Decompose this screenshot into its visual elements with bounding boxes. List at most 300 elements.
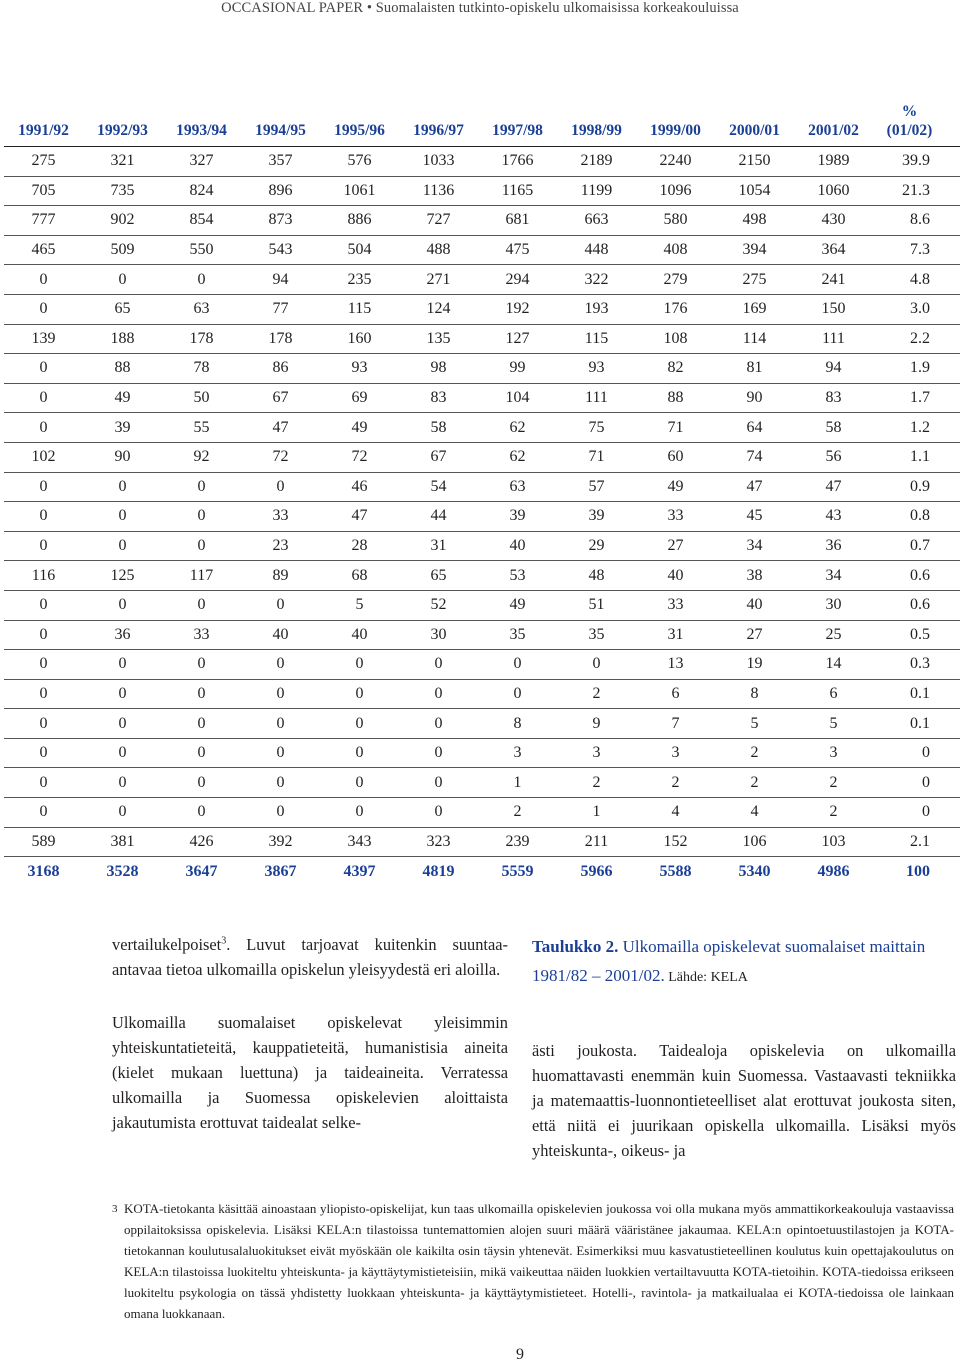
table-cell: 0: [320, 650, 399, 680]
table-cell: 681: [478, 206, 557, 236]
table-cell: 2: [715, 768, 794, 798]
table-cell: 64: [715, 413, 794, 443]
statistics-table-wrapper: [4, 96, 960, 887]
percent-cell: 0.5: [873, 620, 960, 650]
table-cell: 0: [399, 768, 478, 798]
table-cell: 83: [399, 383, 478, 413]
table-cell: 0: [320, 709, 399, 739]
table-cell: 0: [162, 502, 241, 532]
table-cell: 111: [794, 324, 873, 354]
table-cell: 357: [241, 147, 320, 177]
table-cell: 188: [83, 324, 162, 354]
table-cell: 0: [4, 383, 83, 413]
table-cell: 5: [794, 709, 873, 739]
table-cell: 0: [241, 709, 320, 739]
right-paragraph-1: ästi joukosta. Taidealoja opiskelevia on ulkomailla huomattavasti enemmän kuin Suomessa. Vastaavasti tekniikka ja matemaattis-luonnontieteelliset alat erottuvat joukosta siten, että niitä ei juurikaan opiskella ulkomailla. Lisäksi myös yhteiskunta-, oikeus- ja: [532, 1041, 956, 1160]
percent-cell: 21.3: [873, 176, 960, 206]
table-cell: 103: [794, 827, 873, 857]
table-cell: 94: [241, 265, 320, 295]
table-cell: 343: [320, 827, 399, 857]
table-cell: 498: [715, 206, 794, 236]
percent-cell: 1.9: [873, 354, 960, 384]
table-caption-source: Lähde: KELA: [664, 970, 748, 985]
footnote-reference: 3: [221, 935, 227, 947]
table-cell: 0: [162, 590, 241, 620]
left-text-column: [112, 932, 508, 1135]
table-cell: 0: [241, 650, 320, 680]
table-cell: 0: [83, 650, 162, 680]
table-cell: 88: [636, 383, 715, 413]
table-cell: 62: [478, 442, 557, 472]
table-row: [4, 768, 960, 798]
table-cell: 1061: [320, 176, 399, 206]
table-cell: 705: [4, 176, 83, 206]
table-cell: 0: [83, 738, 162, 768]
percent-cell: 1.1: [873, 442, 960, 472]
table-cell: 735: [83, 176, 162, 206]
table-cell: 30: [399, 620, 478, 650]
table-row: [4, 620, 960, 650]
table-cell: 0: [4, 502, 83, 532]
table-cell: 49: [478, 590, 557, 620]
table-cell: 0: [162, 650, 241, 680]
footnote-text: KOTA-tietokanta käsittää ainoastaan yliopisto-opiskelijat, kun taas ulkomailla opiskelevien joukossa voi olla mukana myös ammattikorkeakouluja vastaavissa oppilaitoksissa opiskelevia. Lisäksi KELA:n tilastoissa tuntemattomien alojen suuri määrä vääristänee jakaumaa. KELA:n opintoetuustilastojen ja KOTA-tietokannan koulutusalaluokitukset eivät myöskään ole kaikilta osin täysin yhtenevät. Esimerkiksi muu kasvatustieteellinen koulutus kuin opettajakoulutus on KELA:n tilastoissa luokiteltu yhteiskunta- ja käyttäytymistieteisiin, mikä vaikeuttaa näiden luokkien vertailtavuutta KOTA-tietoihin. KOTA-tiedoissa erikseen luokiteltu psykologia on tässä yhdistetty luokkaan yhteiskunta- ja käyttäytymistieteet. Hotelli-, ravintola- ja matkailualaa ei KOTA-tiedoissa ole lainkaan omana luokkanaan.: [124, 1201, 954, 1321]
table-cell: 92: [162, 442, 241, 472]
total-cell: 5588: [659, 863, 692, 881]
table-cell: 35: [557, 620, 636, 650]
table-cell: 93: [320, 354, 399, 384]
table-cell: 4: [715, 798, 794, 828]
table-cell: 40: [478, 531, 557, 561]
table-row: [4, 827, 960, 857]
table-cell: 36: [83, 620, 162, 650]
table-row: [4, 472, 960, 502]
table-cell: 1165: [478, 176, 557, 206]
table-row: [4, 738, 960, 768]
table-cell: 0: [241, 768, 320, 798]
percent-cell: 1.2: [873, 413, 960, 443]
table-cell: 77: [241, 294, 320, 324]
table-cell: 28: [320, 531, 399, 561]
table-cell: 0: [241, 472, 320, 502]
table-cell: 0: [162, 265, 241, 295]
column-header: 1991/92: [4, 96, 83, 147]
table-cell: 169: [715, 294, 794, 324]
left-paragraph-1-rest: . Luvut tarjoavat kuitenkin suuntaa-antavaa tietoa ulkomailla opiskelun yleisyydestä eri aloilla.: [112, 935, 508, 979]
table-cell: 235: [320, 265, 399, 295]
percent-cell: 2.2: [873, 324, 960, 354]
table-cell: 72: [320, 442, 399, 472]
table-cell: 7: [636, 709, 715, 739]
total-cell: 4819: [422, 863, 455, 881]
table-cell: 46: [320, 472, 399, 502]
table-cell: 102: [4, 442, 83, 472]
table-header-row: [4, 96, 960, 147]
page-number: 9: [516, 1346, 524, 1363]
percent-column-header: [873, 96, 960, 147]
percent-cell: 2.1: [873, 827, 960, 857]
percent-cell: 0.6: [873, 561, 960, 591]
table-cell: 33: [241, 502, 320, 532]
table-cell: 125: [83, 561, 162, 591]
table-cell: 381: [83, 827, 162, 857]
percent-cell: 3.0: [873, 294, 960, 324]
table-cell: 36: [794, 531, 873, 561]
table-cell: 53: [478, 561, 557, 591]
table-cell: 241: [794, 265, 873, 295]
table-cell: 2189: [557, 147, 636, 177]
table-cell: 0: [83, 768, 162, 798]
table-cell: 49: [636, 472, 715, 502]
table-cell: 0: [241, 798, 320, 828]
table-cell: 2150: [715, 147, 794, 177]
table-row: [4, 561, 960, 591]
table-cell: 0: [557, 650, 636, 680]
percent-year: (01/02): [886, 122, 933, 139]
total-cell: 3528: [106, 863, 139, 881]
table-cell: 873: [241, 206, 320, 236]
table-cell: 108: [636, 324, 715, 354]
table-cell: 3: [557, 738, 636, 768]
table-row: [4, 413, 960, 443]
table-cell: 48: [557, 561, 636, 591]
table-cell: 40: [636, 561, 715, 591]
table-cell: 176: [636, 294, 715, 324]
table-cell: 71: [557, 442, 636, 472]
table-cell: 504: [320, 235, 399, 265]
table-cell: 82: [636, 354, 715, 384]
right-text-column: [532, 932, 956, 1163]
table-cell: 576: [320, 147, 399, 177]
students-by-country-table: [4, 96, 960, 887]
table-cell: 4: [636, 798, 715, 828]
table-cell: 824: [162, 176, 241, 206]
table-cell: 394: [715, 235, 794, 265]
table-row: [4, 650, 960, 680]
table-cell: 0: [4, 709, 83, 739]
table-row: [4, 590, 960, 620]
table-cell: 5: [320, 590, 399, 620]
percent-cell: 0.1: [873, 679, 960, 709]
table-cell: 65: [399, 561, 478, 591]
table-cell: 88: [83, 354, 162, 384]
table-row: [4, 709, 960, 739]
table-cell: 25: [794, 620, 873, 650]
table-row: [4, 798, 960, 828]
table-row: [4, 679, 960, 709]
table-cell: 589: [4, 827, 83, 857]
table-cell: 40: [241, 620, 320, 650]
table-cell: 0: [399, 709, 478, 739]
percent-cell: 8.6: [873, 206, 960, 236]
table-cell: 117: [162, 561, 241, 591]
table-row: [4, 206, 960, 236]
table-cell: 0: [320, 679, 399, 709]
total-cell: 3867: [264, 863, 297, 881]
table-cell: 0: [4, 265, 83, 295]
table-cell: 294: [478, 265, 557, 295]
table-cell: 57: [557, 472, 636, 502]
table-cell: 47: [794, 472, 873, 502]
table-cell: 0: [399, 679, 478, 709]
table-cell: 71: [636, 413, 715, 443]
table-caption: [532, 932, 956, 992]
table-cell: 33: [162, 620, 241, 650]
total-cell: 5340: [738, 863, 771, 881]
table-cell: 124: [399, 294, 478, 324]
table-cell: 0: [4, 531, 83, 561]
table-cell: 0: [4, 738, 83, 768]
table-cell: 39: [83, 413, 162, 443]
table-cell: 1199: [557, 176, 636, 206]
table-cell: 543: [241, 235, 320, 265]
table-cell: 23: [241, 531, 320, 561]
table-cell: 6: [794, 679, 873, 709]
percent-cell: 0.3: [873, 650, 960, 680]
table-cell: 127: [478, 324, 557, 354]
table-cell: 150: [794, 294, 873, 324]
table-cell: 83: [794, 383, 873, 413]
table-cell: 279: [636, 265, 715, 295]
table-cell: 902: [83, 206, 162, 236]
column-header: 1992/93: [83, 96, 162, 147]
table-cell: 63: [162, 294, 241, 324]
percent-symbol: %: [901, 103, 918, 120]
table-cell: 2: [557, 768, 636, 798]
table-cell: 0: [162, 798, 241, 828]
table-cell: 9: [557, 709, 636, 739]
table-cell: 0: [162, 472, 241, 502]
table-cell: 0: [162, 531, 241, 561]
table-cell: 2: [794, 798, 873, 828]
percent-cell: 0: [873, 738, 960, 768]
table-caption-label: Taulukko 2.: [532, 937, 619, 956]
table-cell: 31: [399, 531, 478, 561]
table-cell: 392: [241, 827, 320, 857]
table-cell: 47: [320, 502, 399, 532]
table-cell: 47: [241, 413, 320, 443]
table-cell: 39: [557, 502, 636, 532]
table-cell: 0: [478, 679, 557, 709]
table-cell: 3: [478, 738, 557, 768]
table-cell: 0: [4, 620, 83, 650]
table-cell: 475: [478, 235, 557, 265]
table-row: [4, 502, 960, 532]
total-cell: 3647: [185, 863, 218, 881]
table-cell: 854: [162, 206, 241, 236]
percent-cell: 0.1: [873, 709, 960, 739]
total-cell: 5559: [501, 863, 534, 881]
table-cell: 0: [4, 590, 83, 620]
table-cell: 27: [636, 531, 715, 561]
table-cell: 0: [241, 590, 320, 620]
table-cell: 139: [4, 324, 83, 354]
table-cell: 111: [557, 383, 636, 413]
table-cell: 239: [478, 827, 557, 857]
table-cell: 0: [83, 502, 162, 532]
table-row: [4, 294, 960, 324]
table-cell: 43: [794, 502, 873, 532]
column-header: 2000/01: [715, 96, 794, 147]
table-cell: 2: [557, 679, 636, 709]
table-cell: 38: [715, 561, 794, 591]
total-percent-cell: 100: [906, 863, 930, 881]
table-cell: 0: [4, 294, 83, 324]
table-row: [4, 265, 960, 295]
table-cell: 426: [162, 827, 241, 857]
table-cell: 50: [162, 383, 241, 413]
table-cell: 65: [83, 294, 162, 324]
table-cell: 74: [715, 442, 794, 472]
table-cell: 93: [557, 354, 636, 384]
table-cell: 39: [478, 502, 557, 532]
table-cell: 1054: [715, 176, 794, 206]
table-row: [4, 383, 960, 413]
table-cell: 67: [241, 383, 320, 413]
table-cell: 0: [4, 679, 83, 709]
total-cell: 4397: [343, 863, 376, 881]
table-cell: 14: [794, 650, 873, 680]
table-cell: 116: [4, 561, 83, 591]
table-cell: 34: [715, 531, 794, 561]
table-cell: 1989: [794, 147, 873, 177]
table-cell: 94: [794, 354, 873, 384]
table-cell: 580: [636, 206, 715, 236]
table-cell: 0: [4, 472, 83, 502]
table-cell: 56: [794, 442, 873, 472]
table-caption-text: Ulkomailla opiskelevat suomalaiset maittain 1981/82 – 2001/02.: [532, 937, 926, 985]
table-cell: 54: [399, 472, 478, 502]
table-cell: 323: [399, 827, 478, 857]
table-cell: 364: [794, 235, 873, 265]
table-cell: 0: [4, 650, 83, 680]
table-cell: 2: [715, 738, 794, 768]
table-cell: 0: [320, 768, 399, 798]
table-cell: 465: [4, 235, 83, 265]
table-cell: 49: [83, 383, 162, 413]
table-cell: 896: [241, 176, 320, 206]
percent-cell: 0.8: [873, 502, 960, 532]
table-cell: 0: [4, 413, 83, 443]
table-cell: 8: [478, 709, 557, 739]
table-cell: 509: [83, 235, 162, 265]
table-row: [4, 324, 960, 354]
table-cell: 0: [162, 768, 241, 798]
table-cell: 13: [636, 650, 715, 680]
table-cell: 19: [715, 650, 794, 680]
table-cell: 1: [478, 768, 557, 798]
footnote: [112, 1198, 954, 1324]
table-cell: 86: [241, 354, 320, 384]
table-cell: 58: [399, 413, 478, 443]
table-cell: 1060: [794, 176, 873, 206]
table-cell: 430: [794, 206, 873, 236]
table-cell: 0: [4, 354, 83, 384]
table-cell: 193: [557, 294, 636, 324]
table-cell: 69: [320, 383, 399, 413]
table-cell: 1: [557, 798, 636, 828]
table-cell: 104: [478, 383, 557, 413]
table-cell: 49: [320, 413, 399, 443]
table-cell: 58: [794, 413, 873, 443]
column-header: 1997/98: [478, 96, 557, 147]
table-cell: 115: [320, 294, 399, 324]
table-cell: 55: [162, 413, 241, 443]
table-cell: 777: [4, 206, 83, 236]
table-cell: 0: [320, 798, 399, 828]
table-cell: 327: [162, 147, 241, 177]
table-cell: 6: [636, 679, 715, 709]
total-cell: 3168: [27, 863, 60, 881]
table-cell: 0: [241, 679, 320, 709]
table-cell: 89: [241, 561, 320, 591]
total-cell: 5966: [580, 863, 613, 881]
table-cell: 75: [557, 413, 636, 443]
table-cell: 275: [4, 147, 83, 177]
table-cell: 0: [399, 738, 478, 768]
table-cell: 322: [557, 265, 636, 295]
table-cell: 114: [715, 324, 794, 354]
table-cell: 160: [320, 324, 399, 354]
table-cell: 1096: [636, 176, 715, 206]
table-cell: 62: [478, 413, 557, 443]
total-row: [4, 857, 960, 888]
table-cell: 663: [557, 206, 636, 236]
percent-cell: 0.6: [873, 590, 960, 620]
table-cell: 30: [794, 590, 873, 620]
table-cell: 68: [320, 561, 399, 591]
table-cell: 81: [715, 354, 794, 384]
percent-cell: 0.9: [873, 472, 960, 502]
table-cell: 321: [83, 147, 162, 177]
table-cell: 0: [4, 798, 83, 828]
table-cell: 115: [557, 324, 636, 354]
table-cell: 408: [636, 235, 715, 265]
table-cell: 40: [715, 590, 794, 620]
table-cell: 78: [162, 354, 241, 384]
table-row: [4, 235, 960, 265]
table-cell: 178: [162, 324, 241, 354]
table-cell: 3: [794, 738, 873, 768]
table-row: [4, 354, 960, 384]
table-cell: 0: [162, 738, 241, 768]
percent-cell: 39.9: [873, 147, 960, 177]
table-cell: 98: [399, 354, 478, 384]
left-paragraph-1: [112, 932, 508, 982]
table-row: [4, 442, 960, 472]
table-cell: 727: [399, 206, 478, 236]
percent-cell: 0.7: [873, 531, 960, 561]
column-header: 1999/00: [636, 96, 715, 147]
table-cell: 33: [636, 502, 715, 532]
table-cell: 2: [478, 798, 557, 828]
table-cell: 2240: [636, 147, 715, 177]
percent-cell: 4.8: [873, 265, 960, 295]
table-cell: 51: [557, 590, 636, 620]
table-cell: 90: [715, 383, 794, 413]
table-cell: 550: [162, 235, 241, 265]
table-cell: 1136: [399, 176, 478, 206]
column-header: 1995/96: [320, 96, 399, 147]
table-cell: 34: [794, 561, 873, 591]
table-cell: 33: [636, 590, 715, 620]
table-cell: 0: [162, 679, 241, 709]
table-cell: 60: [636, 442, 715, 472]
column-header: 1998/99: [557, 96, 636, 147]
table-row: [4, 531, 960, 561]
percent-cell: 7.3: [873, 235, 960, 265]
table-cell: 1766: [478, 147, 557, 177]
